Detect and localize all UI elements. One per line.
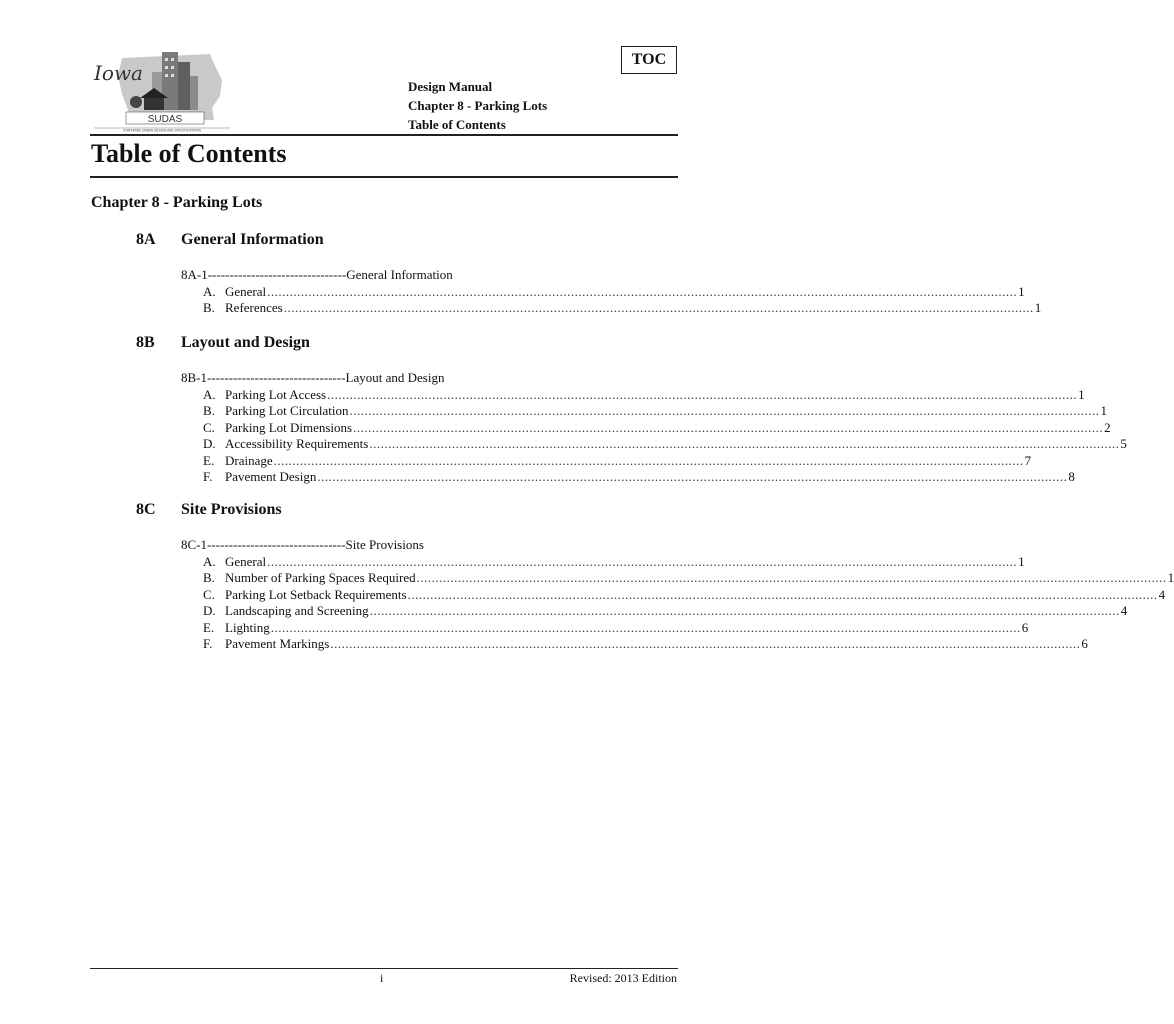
entry-letter: B. <box>203 403 215 418</box>
entry-label: Parking Lot Dimensions <box>225 419 353 435</box>
entry-page: 7 <box>1024 452 1032 468</box>
toc-entry[interactable] <box>203 386 1085 404</box>
entry-page: 1 <box>1034 300 1042 315</box>
dot-leader: ........................................................................................................................................................................................................ <box>369 603 1120 618</box>
entry-letter: F. <box>203 636 213 651</box>
entry-letter: B. <box>203 570 215 585</box>
svg-text:STATEWIDE URBAN DESIGN AND SPE: STATEWIDE URBAN DESIGN AND SPECIFICATIONS <box>123 128 201 133</box>
section-title: Site Provisions <box>181 501 282 518</box>
entry-label: References <box>225 300 283 315</box>
entry-label: Parking Lot Setback Requirements <box>225 586 407 602</box>
entry-letter: B. <box>203 300 215 315</box>
toc-entry[interactable] <box>203 452 1032 470</box>
dot-leader: ........................................................................................................................................................................................................ <box>353 419 1104 435</box>
footer-revision: Revised: 2013 Edition <box>569 971 677 985</box>
dot-leader: ........................................................................................................................................................................................................ <box>327 386 1078 402</box>
entry-label: Parking Lot Circulation <box>225 403 349 418</box>
footer-divider <box>90 968 678 969</box>
entry-letter: F. <box>203 469 213 484</box>
entry-label: Pavement Markings <box>225 636 330 651</box>
toc-entry[interactable] <box>203 469 1075 486</box>
entry-page: 1 <box>1078 386 1085 402</box>
toc-entry[interactable] <box>203 586 1166 604</box>
section-title: General Information <box>181 231 324 248</box>
entry-page: 1 <box>1018 553 1025 569</box>
entry-label: Lighting <box>225 619 270 635</box>
entry-label: Number of Parking Spaces Required <box>225 570 416 585</box>
entry-page: 4 <box>1158 586 1166 602</box>
section-heading[interactable] <box>136 501 678 523</box>
entry-label: General <box>225 553 267 569</box>
entry-label: Pavement Design <box>225 469 317 484</box>
page-title: Table of Contents <box>91 139 287 168</box>
iowa-sudas-logo <box>92 50 232 132</box>
entry-page: 2 <box>1104 419 1111 435</box>
toc-entry[interactable] <box>203 553 1025 571</box>
dot-leader: ........................................................................................................................................................................................................ <box>416 570 1167 585</box>
entry-page: 6 <box>1021 619 1029 635</box>
dot-leader: ........................................................................................................................................................................................................ <box>270 619 1021 635</box>
svg-text:Iowa: Iowa <box>94 61 143 85</box>
entry-letter: A. <box>203 553 216 569</box>
entry-page: 1 <box>1167 570 1174 585</box>
chapter-heading: Chapter 8 - Parking Lots <box>91 194 263 211</box>
toc-subsection-line[interactable]: 8C-1--------------------------------Site Provisions <box>181 537 424 552</box>
entry-letter: D. <box>203 603 216 618</box>
section-8b <box>136 334 1127 486</box>
dot-leader: ........................................................................................................................................................................................................ <box>330 636 1081 651</box>
toc-entry[interactable] <box>203 570 1174 587</box>
section-8a <box>136 231 1042 317</box>
toc-entry[interactable] <box>203 403 1107 420</box>
dot-leader: ........................................................................................................................................................................................................ <box>273 452 1024 468</box>
toc-subsection-line[interactable]: 8B-1--------------------------------Layout and Design <box>181 370 445 385</box>
header-section: Table of Contents <box>408 117 506 132</box>
svg-text:SUDAS: SUDAS <box>147 114 183 125</box>
entry-page: 5 <box>1120 436 1127 451</box>
toc-entry[interactable] <box>203 603 1128 620</box>
dot-leader: ........................................................................................................................................................................................................ <box>317 469 1068 484</box>
entry-label: Landscaping and Screening <box>225 603 369 618</box>
toc-entry[interactable] <box>203 300 1042 317</box>
dot-leader: ........................................................................................................................................................................................................ <box>283 300 1034 315</box>
header-divider <box>90 134 678 136</box>
section-code: 8B <box>136 334 155 351</box>
entry-letter: E. <box>203 452 215 468</box>
entry-list <box>203 283 1042 317</box>
dot-leader: ........................................................................................................................................................................................................ <box>369 436 1120 451</box>
toc-entry[interactable] <box>203 436 1127 453</box>
footer-page-number: i <box>380 971 384 985</box>
entry-page: 4 <box>1120 603 1128 618</box>
entry-label: Accessibility Requirements <box>225 436 369 451</box>
entry-label: Parking Lot Access <box>225 386 327 402</box>
entry-page: 8 <box>1068 469 1075 484</box>
entry-page: 1 <box>1018 283 1025 299</box>
section-title: Layout and Design <box>181 334 310 351</box>
toc-entry[interactable] <box>203 619 1029 637</box>
entry-letter: C. <box>203 586 215 602</box>
title-divider <box>90 176 678 178</box>
section-heading[interactable] <box>136 334 678 356</box>
dot-leader: ........................................................................................................................................................................................................ <box>267 283 1018 299</box>
header-chapter: Chapter 8 - Parking Lots <box>408 98 548 113</box>
entry-letter: C. <box>203 419 215 435</box>
toc-entry[interactable] <box>203 419 1111 437</box>
header-manual: Design Manual <box>408 79 493 94</box>
section-code: 8C <box>136 501 156 518</box>
section-heading[interactable] <box>136 231 678 253</box>
dot-leader: ........................................................................................................................................................................................................ <box>349 403 1100 418</box>
document-header <box>408 77 547 134</box>
entry-label: General <box>225 283 267 299</box>
entry-letter: A. <box>203 283 216 299</box>
toc-subsection-line[interactable]: 8A-1--------------------------------General Information <box>181 267 453 282</box>
entry-letter: E. <box>203 619 215 635</box>
toc-entry[interactable] <box>203 283 1025 301</box>
dot-leader: ........................................................................................................................................................................................................ <box>407 586 1158 602</box>
toc-button[interactable]: TOC <box>621 46 677 74</box>
entry-letter: A. <box>203 386 216 402</box>
entry-list <box>203 386 1127 486</box>
entry-letter: D. <box>203 436 216 451</box>
entry-label: Drainage <box>225 452 273 468</box>
entry-page: 6 <box>1081 636 1088 651</box>
entry-list <box>203 553 1174 653</box>
section-code: 8A <box>136 231 156 248</box>
toc-entry[interactable] <box>203 636 1088 653</box>
dot-leader: ........................................................................................................................................................................................................ <box>267 553 1018 569</box>
section-8c <box>136 501 1174 653</box>
entry-page: 1 <box>1100 403 1107 418</box>
